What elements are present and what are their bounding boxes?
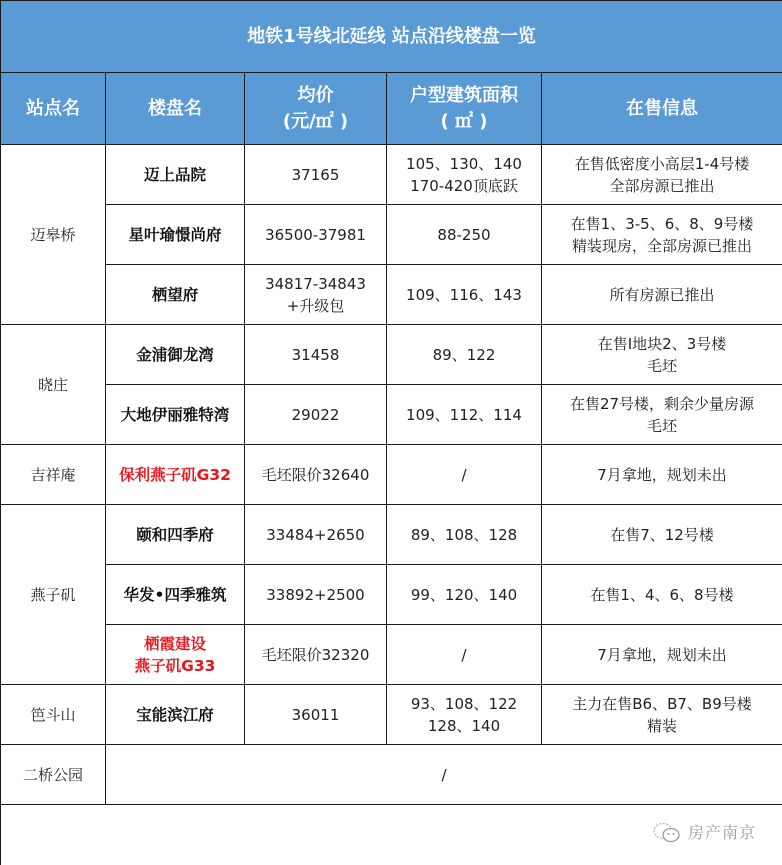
header-area xyxy=(387,73,542,145)
table-row xyxy=(1,205,782,265)
header-price-unit: (元/㎡ ) xyxy=(282,110,349,132)
header-area-label: 户型建筑面积 xyxy=(410,84,518,106)
sale-info-cell: 在售1、3-5、6、8、9号楼 精装现房，全部房源已推出 xyxy=(542,205,782,265)
header-project: 楼盘名 xyxy=(106,73,245,145)
table-row xyxy=(1,325,782,385)
sale-info-cell: 在售7、12号楼 xyxy=(542,505,782,565)
sale-info-cell: 7月拿地，规划未出 xyxy=(542,625,782,685)
header-price-label: 均价 xyxy=(297,84,334,106)
table-row xyxy=(1,385,782,445)
header-price xyxy=(245,73,387,145)
area-cell: 109、112、114 xyxy=(387,385,542,445)
header-sale-info: 在售信息 xyxy=(542,73,782,145)
table-row xyxy=(1,685,782,745)
wechat-icon xyxy=(652,821,682,845)
project-name: 迈上品院 xyxy=(106,145,245,205)
price-cell: 36500-37981 xyxy=(245,205,387,265)
price-cell: 34817-34843 +升级包 xyxy=(245,265,387,325)
header-station: 站点名 xyxy=(1,73,106,145)
watermark-text: 房产南京 xyxy=(688,823,757,842)
table-row xyxy=(1,565,782,625)
table-row xyxy=(1,145,782,205)
table-header-row xyxy=(1,73,782,145)
area-cell: 93、108、122 128、140 xyxy=(387,685,542,745)
price-cell: 33484+2650 xyxy=(245,505,387,565)
price-cell: 31458 xyxy=(245,325,387,385)
header-area-unit: ( ㎡ ) xyxy=(440,110,488,132)
empty-merged-cell: / xyxy=(106,745,782,805)
area-cell: / xyxy=(387,625,542,685)
area-cell: 109、116、143 xyxy=(387,265,542,325)
station-cell: 燕子矶 xyxy=(1,505,106,685)
project-name: 华发•四季雅筑 xyxy=(106,565,245,625)
sale-info-cell: 所有房源已推出 xyxy=(542,265,782,325)
table-row xyxy=(1,445,782,505)
sale-info-cell: 在售1、4、6、8号楼 xyxy=(542,565,782,625)
sale-info-cell: 在售I地块2、3号楼 毛坯 xyxy=(542,325,782,385)
footer-cell xyxy=(1,805,782,865)
price-cell: 毛坯限价32640 xyxy=(245,445,387,505)
project-name-highlighted: 栖霞建设 燕子矶G33 xyxy=(106,625,245,685)
station-cell: 二桥公园 xyxy=(1,745,106,805)
table-title: 地铁1号线北延线 站点沿线楼盘一览 xyxy=(1,1,782,73)
station-cell: 笆斗山 xyxy=(1,685,106,745)
project-name: 星叶瑜憬尚府 xyxy=(106,205,245,265)
sale-info-cell: 主力在售B6、B7、B9号楼 精装 xyxy=(542,685,782,745)
watermark xyxy=(652,821,756,845)
area-cell: / xyxy=(387,445,542,505)
project-name-highlighted: 保利燕子矶G32 xyxy=(106,445,245,505)
area-cell: 105、130、140 170-420顶底跃 xyxy=(387,145,542,205)
project-name: 颐和四季府 xyxy=(106,505,245,565)
price-cell: 毛坯限价32320 xyxy=(245,625,387,685)
project-name: 栖望府 xyxy=(106,265,245,325)
table-row xyxy=(1,745,782,805)
area-cell: 88-250 xyxy=(387,205,542,265)
sale-info-cell: 7月拿地，规划未出 xyxy=(542,445,782,505)
sale-info-cell: 在售27号楼，剩余少量房源 毛坯 xyxy=(542,385,782,445)
area-cell: 89、108、128 xyxy=(387,505,542,565)
area-cell: 89、122 xyxy=(387,325,542,385)
project-name: 金浦御龙湾 xyxy=(106,325,245,385)
project-name: 大地伊丽雅特湾 xyxy=(106,385,245,445)
station-cell: 晓庄 xyxy=(1,325,106,445)
station-cell: 迈皋桥 xyxy=(1,145,106,325)
price-cell: 33892+2500 xyxy=(245,565,387,625)
table-row xyxy=(1,265,782,325)
price-cell: 37165 xyxy=(245,145,387,205)
area-cell: 99、120、140 xyxy=(387,565,542,625)
table-row xyxy=(1,625,782,685)
project-name: 宝能滨江府 xyxy=(106,685,245,745)
sale-info-cell: 在售低密度小高层1-4号楼 全部房源已推出 xyxy=(542,145,782,205)
station-cell: 吉祥庵 xyxy=(1,445,106,505)
price-cell: 29022 xyxy=(245,385,387,445)
price-cell: 36011 xyxy=(245,685,387,745)
table-row xyxy=(1,505,782,565)
